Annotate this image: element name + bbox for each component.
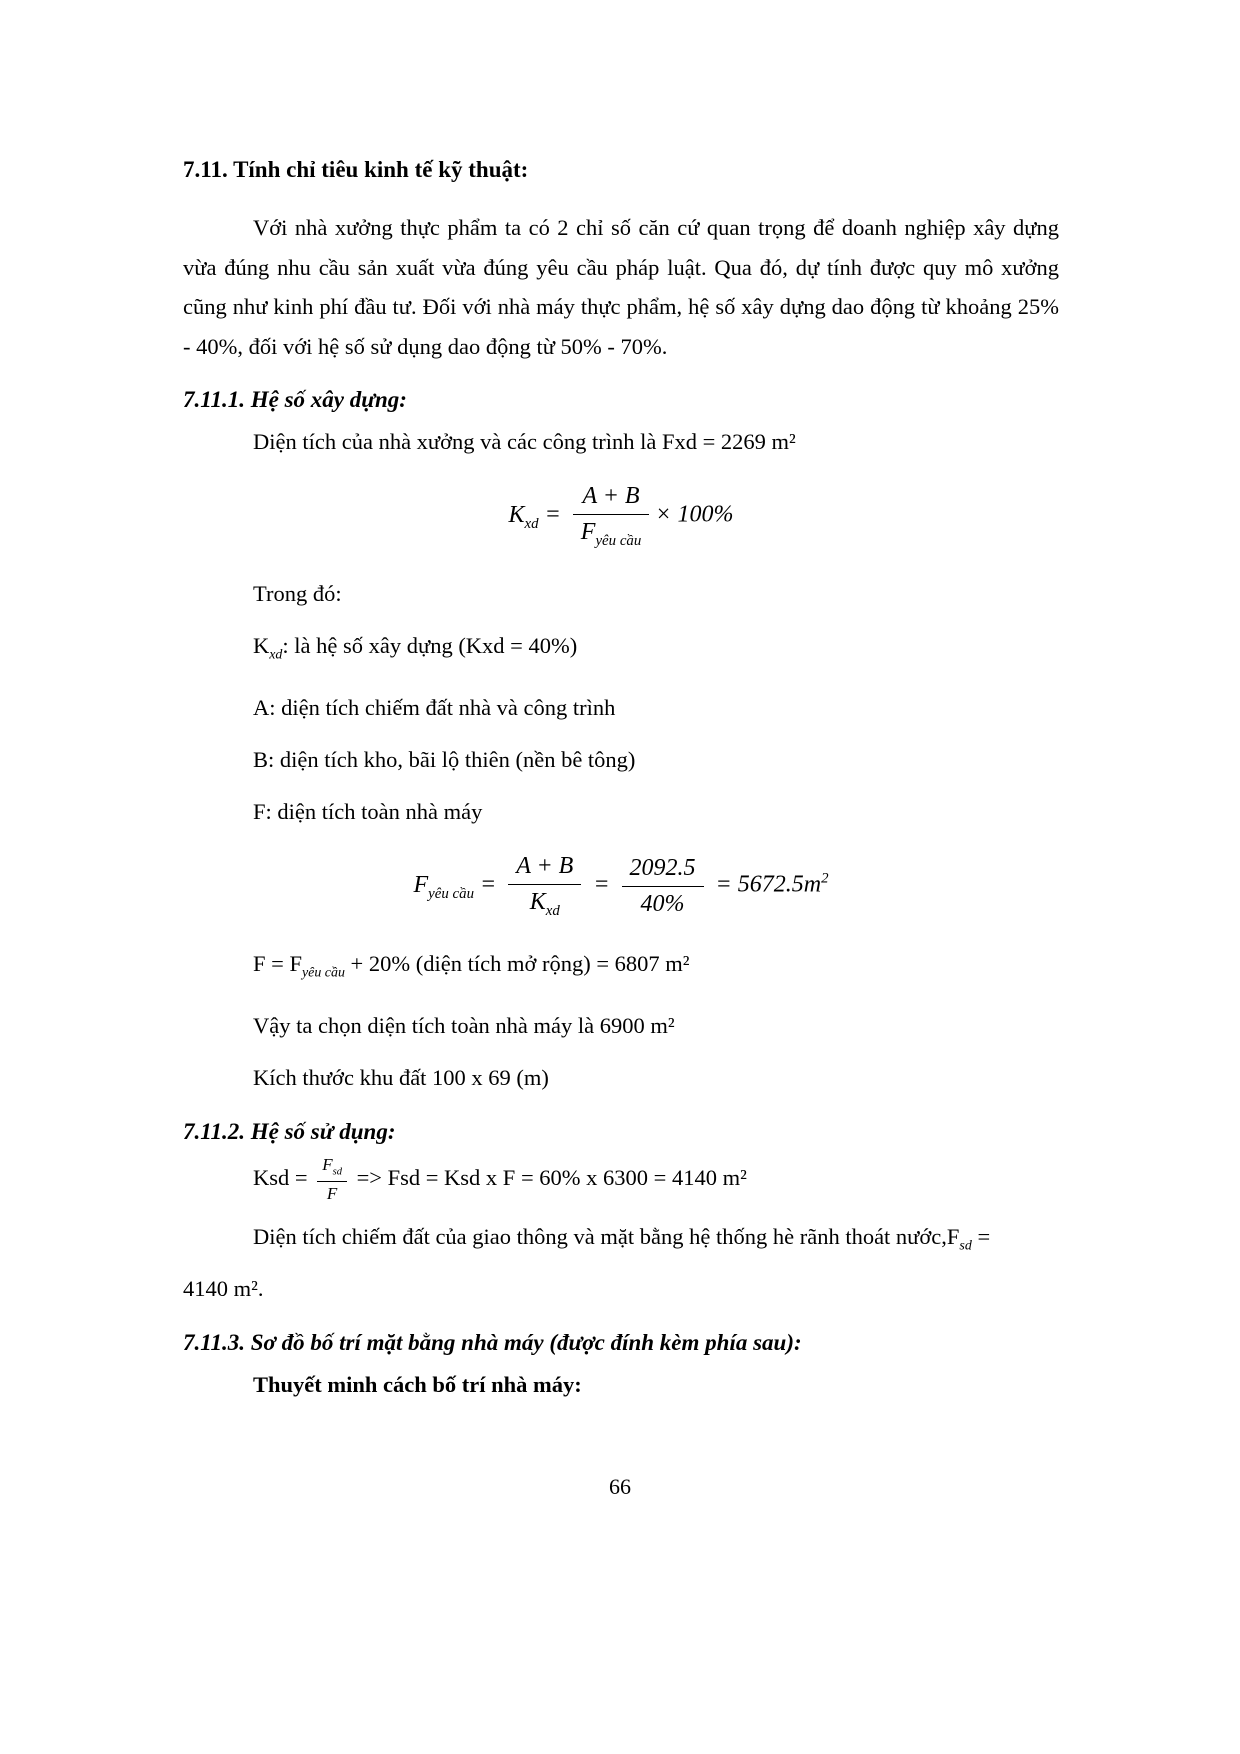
def-k-sub: xd xyxy=(269,647,283,663)
definition-b: B: diện tích kho, bãi lộ thiên (nền bê tông) xyxy=(253,746,636,772)
definition-f: F: diện tích toàn nhà máy xyxy=(253,798,483,824)
f-line-p1: F = F xyxy=(253,951,302,977)
eq1-lhs-sub: xd xyxy=(524,515,539,532)
eq2-equals-2: = xyxy=(587,871,616,898)
eq1-times-100: × 100% xyxy=(655,501,734,528)
intro-paragraph: Với nhà xưởng thực phẩm ta có 2 chỉ số căn cứ quan trọng để doanh nghiệp xây dựng vừa đúng nhu cầu sản xuất vừa đúng yêu cầu pháp luật. Qua đó, dự tính được quy mô xưởng cũng như kinh phí đầu tư. Đối với nhà máy thực phẩm, hệ số xây dựng dao động từ khoảng 25% - 40%, đối với hệ số sử dụng dao động từ 50% - 70%. xyxy=(183,215,1059,359)
eq2-result: 5672.5m xyxy=(737,871,822,898)
ksd-formula-line xyxy=(183,1154,1059,1205)
f-line-p2: + 20% (diện tích mở rộng) = 6807 m² xyxy=(344,951,690,977)
eq2-result-sup: 2 xyxy=(821,870,829,887)
eq2-denominator-2: 40% xyxy=(622,886,704,921)
eq2-den1-sub: xd xyxy=(545,902,560,919)
ksd-fraction-den: F xyxy=(317,1181,347,1205)
area-line: Diện tích của nhà xưởng và các công trình là Fxd = 2269 m² xyxy=(253,429,796,454)
formula-kxd xyxy=(183,480,1059,552)
ksd-fraction xyxy=(317,1154,347,1205)
section-heading-7-11: 7.11. Tính chỉ tiêu kinh tế kỹ thuật: xyxy=(183,157,529,182)
eq1-lhs xyxy=(508,501,539,532)
ksd-eq-p1: Ksd = xyxy=(253,1164,314,1190)
fsd-paragraph-line2: 4140 m². xyxy=(183,1275,264,1301)
eq1-numerator: A + B xyxy=(582,483,640,509)
eq1-den-base: F xyxy=(580,518,596,545)
ksd-fraction-num xyxy=(317,1154,347,1181)
eq1-fraction xyxy=(573,480,650,552)
eq1-den-sub: yêu cầu xyxy=(595,532,642,549)
eq2-equals-1: = xyxy=(474,871,503,898)
eq2-lhs-sub: yêu cầu xyxy=(428,885,475,902)
fsd-para-p2: = xyxy=(971,1224,991,1250)
eq1-equals: = xyxy=(538,501,567,528)
eq2-fraction-2 xyxy=(622,852,704,921)
eq2-numerator-2: 2092.5 xyxy=(629,854,696,881)
chosen-area-line: Vậy ta chọn diện tích toàn nhà máy là 6900 m² xyxy=(253,1012,675,1038)
trong-do-line: Trong đó: xyxy=(253,581,342,607)
subsection-heading-7-11-2: 7.11.2. Hệ số sử dụng: xyxy=(183,1118,396,1144)
definition-a: A: diện tích chiếm đất nhà và công trình xyxy=(253,694,616,720)
page-number: 66 xyxy=(609,1474,631,1499)
formula-f-yeu-cau xyxy=(183,850,1059,922)
document-content xyxy=(183,150,1059,1417)
def-k-base: K xyxy=(253,633,270,659)
eq2-denominator-1 xyxy=(508,884,581,923)
ksd-num-sub: sd xyxy=(332,1166,342,1178)
f-expansion-line xyxy=(183,944,1059,994)
land-size-line: Kích thước khu đất 100 x 69 (m) xyxy=(253,1064,549,1090)
fsd-para-sub: sd xyxy=(959,1238,972,1254)
eq2-den1-base: K xyxy=(529,888,546,915)
def-k-rest: : là hệ số xây dựng (Kxd = 40%) xyxy=(282,633,578,659)
definition-kxd xyxy=(183,626,1059,676)
layout-note-heading: Thuyết minh cách bố trí nhà máy: xyxy=(253,1371,582,1397)
eq2-equals-3: = xyxy=(709,871,738,898)
eq2-numerator-1: A + B xyxy=(516,852,574,879)
eq2-lhs-base: F xyxy=(413,871,429,898)
eq1-lhs-base: K xyxy=(508,501,525,528)
fsd-paragraph-line1 xyxy=(183,1217,1059,1267)
eq1-denominator xyxy=(573,514,650,553)
eq2-fraction-1 xyxy=(508,850,581,922)
subsection-heading-7-11-1: 7.11.1. Hệ số xây dựng: xyxy=(183,387,407,412)
fsd-para-p1: Diện tích chiếm đất của giao thông và mặt bằng hệ thống hè rãnh thoát nước,F xyxy=(253,1224,960,1250)
ksd-num-base: F xyxy=(322,1154,333,1174)
subsection-heading-7-11-3: 7.11.3. Sơ đồ bố trí mặt bằng nhà máy (được đính kèm phía sau): xyxy=(183,1329,802,1355)
ksd-eq-p2: => Fsd = Ksd x F = 60% x 6300 = 4140 m² xyxy=(350,1164,747,1190)
f-line-sub: yêu cầu xyxy=(301,965,345,981)
eq2-lhs xyxy=(413,871,475,902)
